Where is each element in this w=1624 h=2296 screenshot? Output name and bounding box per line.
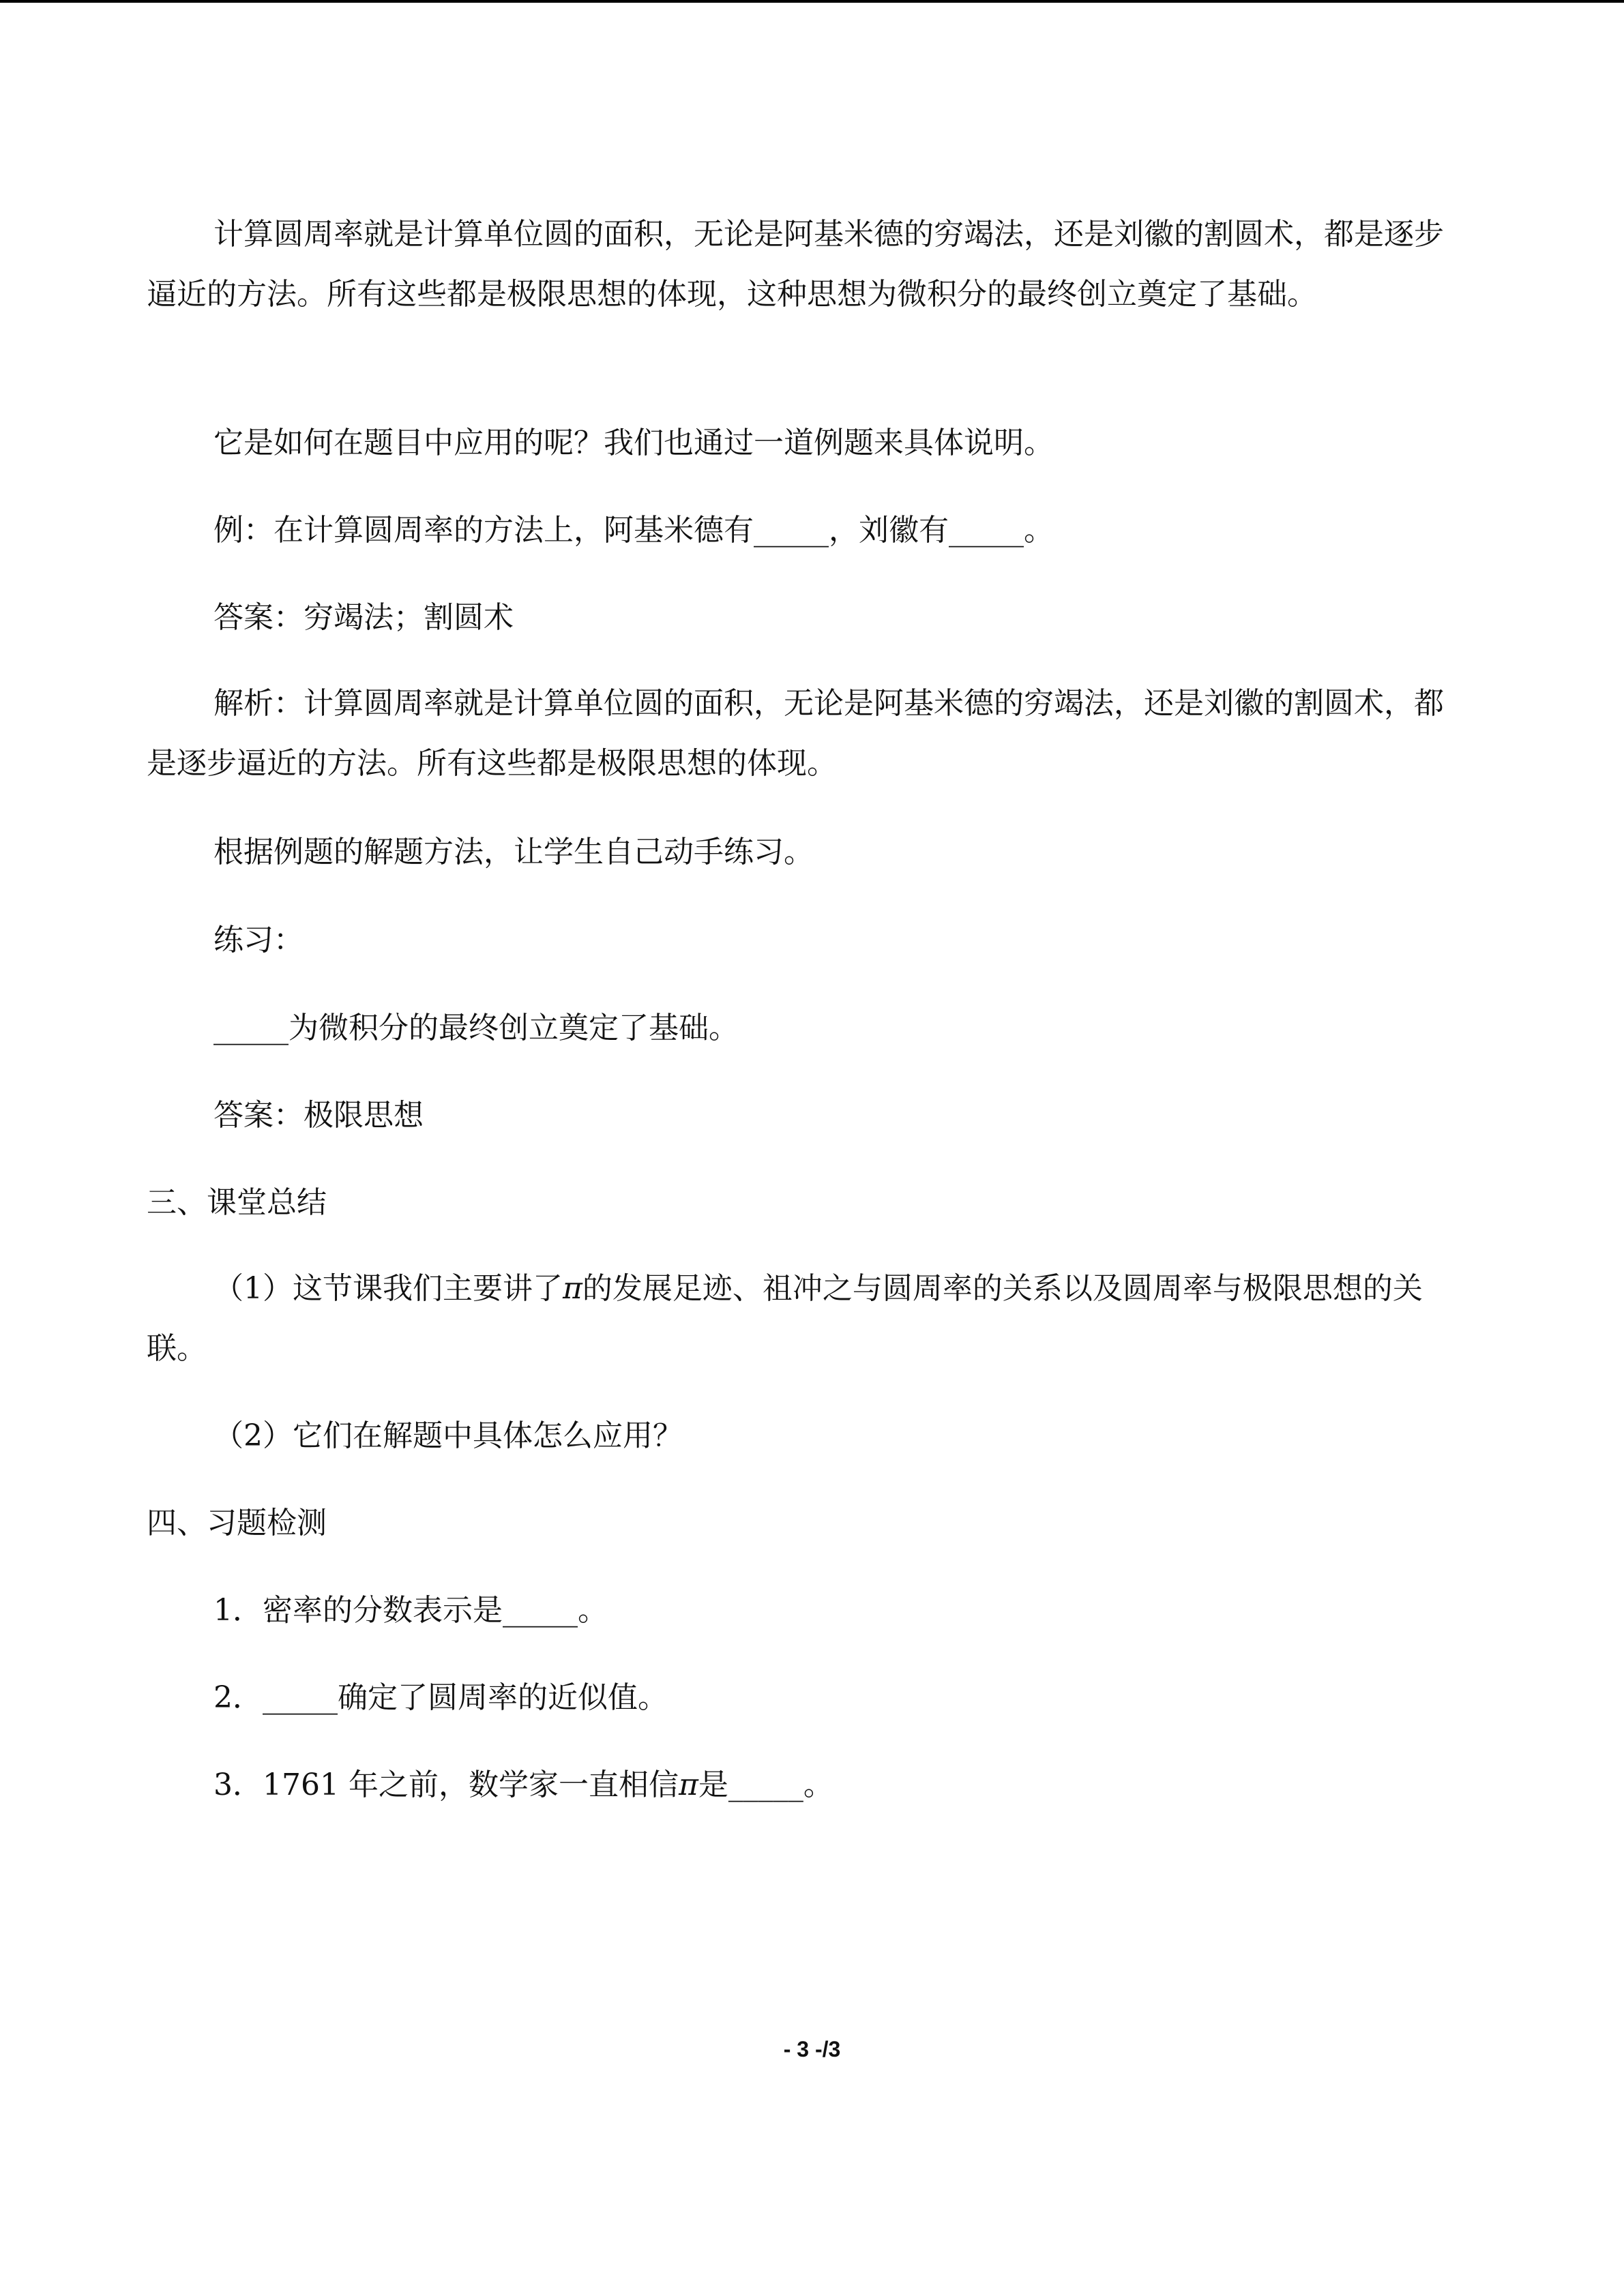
exercise-question-3-prefix: 3．1761 年之前，数学家一直相信	[213, 1768, 679, 1802]
example-answer: 答案：穷竭法；割圆术	[213, 600, 514, 635]
summary-heading: 三、课堂总结	[147, 1185, 327, 1220]
practice-question: _____为微积分的最终创立奠定了基础。	[213, 1011, 739, 1045]
page-number: - 3 -/3	[783, 2037, 841, 2061]
summary-item-1-suffix: 的发展足迹、祖冲之与圆周率的关系以及圆周率与极限思想的关联。	[147, 1271, 1423, 1366]
summary-item-1-prefix: （1）这节课我们主要讲了	[213, 1271, 563, 1306]
summary-item-1	[147, 1259, 1470, 1379]
transition-paragraph: 它是如何在题目中应用的呢？我们也通过一道例题来具体说明。	[213, 426, 1054, 460]
exercise-question-3	[213, 1765, 833, 1806]
example-question: 例：在计算圆周率的方法上，阿基米德有_____，刘徽有_____。	[213, 513, 1054, 548]
practice-label: 练习：	[213, 923, 304, 957]
exercises-heading: 四、习题检测	[147, 1506, 327, 1540]
exercise-question-2: 2．_____确定了圆周率的近似值。	[213, 1680, 668, 1715]
summary-item-2: （2）它们在解题中具体怎么应用？	[213, 1418, 683, 1453]
exercise-question-1: 1．密率的分数表示是_____。	[213, 1593, 608, 1628]
exercise-question-3-suffix: 是_____。	[698, 1768, 833, 1802]
practice-intro: 根据例题的解题方法，让学生自己动手练习。	[213, 835, 814, 869]
practice-answer: 答案：极限思想	[213, 1098, 424, 1133]
top-border-line	[0, 0, 1624, 3]
analysis-paragraph: 解析：计算圆周率就是计算单位圆的面积，无论是阿基米德的穷竭法，还是刘徽的割圆术，都是逐步逼近的方法。所有这些都是极限思想的体现。	[147, 686, 1444, 781]
pi-symbol: π	[563, 1271, 582, 1306]
pi-symbol: π	[678, 1768, 698, 1802]
intro-paragraph: 计算圆周率就是计算单位圆的面积，无论是阿基米德的穷竭法，还是刘徽的割圆术，都是逐步逼近的方法。所有这些都是极限思想的体现，这种思想为微积分的最终创立奠定了基础。	[147, 217, 1444, 312]
